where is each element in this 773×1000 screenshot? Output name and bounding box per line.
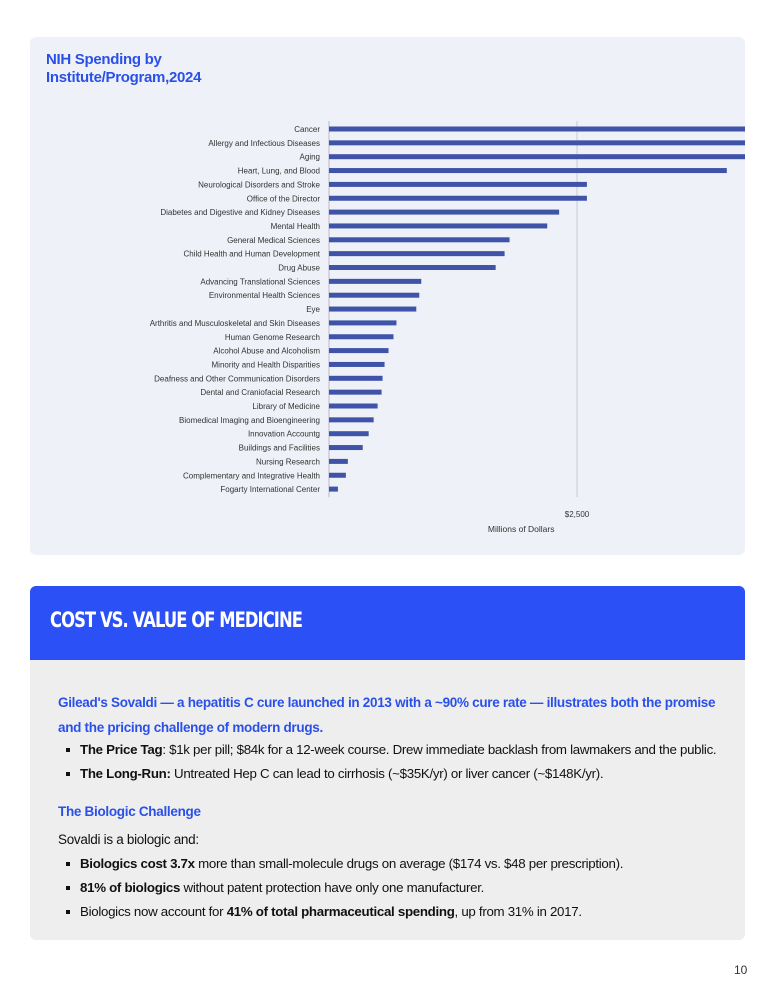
bar [329, 307, 416, 312]
bar [329, 265, 496, 270]
intro-text: Gilead's Sovaldi — a hepatitis C cure launched in 2013 with a ~90% cure rate — illustrates both the promise and the pricing challenge of modern drugs. [58, 695, 716, 735]
bullet-text: more than small-molecule drugs on average ($174 vs. $48 per prescription). [194, 856, 624, 871]
chart-card [30, 37, 745, 555]
list-item [78, 876, 738, 900]
category-label: Nursing Research [255, 457, 320, 467]
bullet-strong: Biologics cost 3.7x [80, 856, 195, 871]
bullet-square-icon [66, 748, 70, 752]
bar [329, 237, 510, 242]
x-axis-label: Millions of Dollars [487, 524, 555, 535]
category-label: Fogarty International Center [220, 485, 320, 495]
category-label: Eye [306, 305, 320, 315]
bar [329, 445, 363, 450]
bullet-square-icon [66, 772, 70, 776]
category-label: Diabetes and Digestive and Kidney Diseases [160, 208, 320, 218]
x-tick-label: $2,500 [564, 510, 590, 520]
bar [329, 154, 745, 159]
bar [329, 196, 587, 201]
category-label: Aging [299, 152, 320, 162]
page-number: 10 [734, 963, 748, 977]
category-label: Complementary and Integrative Health [183, 471, 320, 481]
bar [329, 348, 389, 353]
category-label: Office of the Director [246, 194, 320, 204]
category-label: Environmental Health Sciences [208, 291, 320, 301]
bar-chart [30, 37, 745, 555]
bar [329, 168, 727, 173]
cost-value-card [30, 586, 745, 940]
category-label: Cancer [294, 125, 320, 134]
bullet-text: : $1k per pill; $84k for a 12-week course. Drew immediate backlash from lawmakers and the public. [162, 742, 717, 757]
bar [329, 210, 559, 215]
bar [329, 279, 421, 284]
bar [329, 127, 745, 132]
list-item [78, 738, 738, 762]
list-item [78, 762, 738, 786]
bullet-strong: 41% of total pharmaceutical spending [226, 904, 455, 919]
bar [329, 362, 385, 367]
list-item [78, 900, 738, 924]
list-item [78, 852, 738, 876]
category-label: Innovation Accountg [247, 429, 320, 439]
bar [329, 293, 419, 298]
bar [329, 140, 745, 145]
category-label: Mental Health [270, 221, 320, 231]
category-label: Child Health and Human Development [183, 249, 320, 259]
category-label: Minority and Health Disparities [211, 360, 320, 370]
cost-title: COST VS. VALUE OF MEDICINE [50, 608, 302, 632]
category-label: Biomedical Imaging and Bioengineering [179, 415, 320, 425]
bar [329, 320, 396, 325]
category-label: Neurological Disorders and Stroke [198, 180, 320, 190]
biologic-bullet-list [78, 852, 738, 924]
category-label: Library of Medicine [252, 402, 320, 411]
category-label: Deafness and Other Communication Disorders [154, 374, 320, 384]
category-label: Dental and Craniofacial Research [200, 388, 320, 398]
bullet-text: , up from 31% in 2017. [454, 904, 582, 919]
bullet-square-icon [66, 862, 70, 866]
bullet-strong: The Price Tag [80, 742, 163, 757]
category-label: General Medical Sciences [227, 235, 320, 245]
bar [329, 390, 382, 395]
category-label: Arthritis and Musculoskeletal and Skin Diseases [149, 318, 320, 328]
category-label: Alcohol Abuse and Alcoholism [213, 346, 320, 356]
bar [329, 473, 346, 478]
bar [329, 376, 383, 381]
bullet-pre: Biologics now account for [80, 904, 227, 919]
category-label: Heart, Lung, and Blood [237, 166, 320, 176]
chart-title-line-1: NIH Spending by [46, 51, 162, 68]
biologic-subhead: The Biologic Challenge [58, 804, 201, 819]
bullet-strong: 81% of biologics [80, 880, 181, 895]
biologic-lead: Sovaldi is a biologic and: [58, 832, 199, 847]
bar [329, 334, 393, 339]
bar [329, 223, 547, 228]
bar [329, 431, 369, 436]
bar [329, 182, 587, 187]
category-label: Buildings and Facilities [238, 443, 320, 453]
bullet-square-icon [66, 886, 70, 890]
bar [329, 459, 348, 464]
sovaldi-bullet-list [78, 738, 738, 786]
bar [329, 251, 505, 256]
cost-header-banner [30, 586, 745, 660]
bullet-strong: The Long-Run: [80, 766, 171, 781]
category-label: Drug Abuse [278, 263, 320, 273]
bullet-text: Untreated Hep C can lead to cirrhosis (~$35K/yr) or liver cancer (~$148K/yr). [170, 766, 604, 781]
bar [329, 417, 374, 422]
bullet-text: without patent protection have only one manufacturer. [180, 880, 484, 895]
bar [329, 487, 338, 492]
category-label: Advancing Translational Sciences [200, 277, 320, 287]
chart-title-line-2: Institute/Program,2024 [46, 69, 202, 86]
category-label: Human Genome Research [224, 332, 320, 342]
bullet-square-icon [66, 910, 70, 914]
bar [329, 404, 378, 409]
category-label: Allergy and Infectious Diseases [208, 138, 320, 148]
